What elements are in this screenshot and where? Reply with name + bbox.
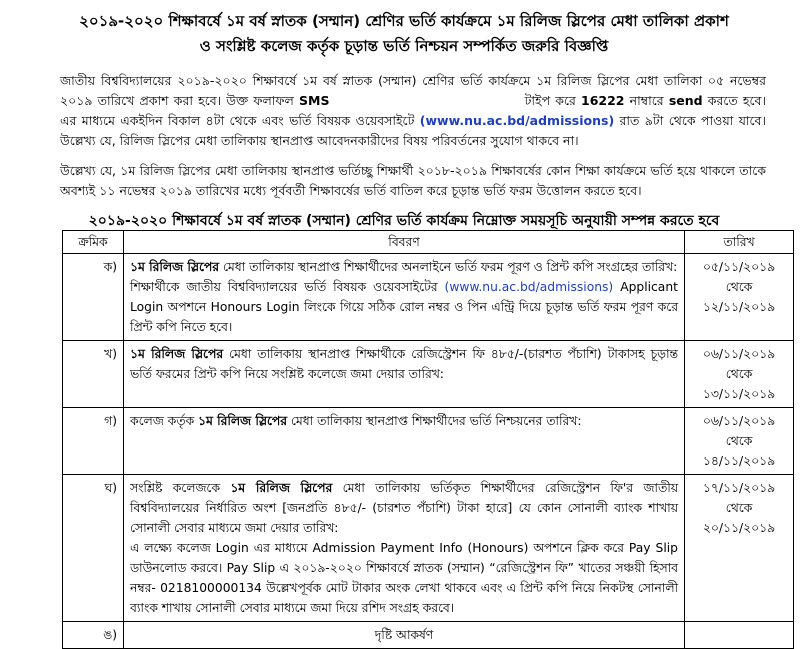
date-from: ০৬/১১/২০১৯: [702, 347, 776, 361]
row-description: [124, 254, 685, 341]
date-separator: থেকে: [725, 367, 753, 381]
row-text-a: মেধা তালিকায় স্থানপ্রাপ্ত শিক্ষার্থীদের অনলাইনে ভর্তি ফরম পূরণ ও প্রিন্ট কপি সংগ্রহের তারিখ:: [222, 260, 678, 274]
para1-text-e: রাত ৯টা থেকে পাওয়া যাবে। উল্লেখ্য যে, রিলিজ স্লিপের মেধা তালিকায় স্থানপ্রাপ্ত আবেদনকারীদের বিষয় পরিবর্তনের সুযোগ থাকবে না।: [60, 113, 766, 148]
row-serial: খ): [63, 341, 124, 408]
send-keyword: send: [668, 93, 703, 108]
table-row: [63, 475, 794, 622]
row-date: [685, 622, 794, 649]
date-from: ০৬/১১/২০১৯: [702, 414, 776, 428]
admissions-link[interactable]: (www.nu.ac.bd/admissions): [444, 280, 614, 294]
table-row: [63, 341, 794, 408]
row-text-b: শিক্ষার্থীকে জাতীয় বিশ্ববিদ্যালয়ের ভর্তি বিষয়ক ওয়েবসাইটের: [130, 280, 438, 294]
sms-keyword: SMS: [299, 93, 330, 108]
table-row: [63, 254, 794, 341]
row-date: [685, 341, 794, 408]
row-date: [685, 408, 794, 475]
row-text-c: Applicant Login অপশনে Honours Login লিংকে গিয়ে সঠিক রোল নম্বর ও পিন এন্ট্রি দিয়ে চূড়ান্ত ভর্তি ফরম পূরণ করে প্রিন্ট কপি নিতে হবে।: [130, 280, 678, 334]
notice-title: [40, 9, 768, 59]
date-to: ২০/১১/২০১৯: [702, 521, 776, 535]
notice-title-line2: ও সংশ্লিষ্ট কলেজ কর্তৃক চূড়ান্ত ভর্তি নিশ্চয়ন সম্পর্কিত জরুরি বিজ্ঞপ্তি: [199, 37, 609, 55]
row-heading: দৃষ্টি আকর্ষণ: [374, 628, 434, 642]
table-row: [63, 408, 794, 475]
para1-text-b: টাইপ করে: [524, 93, 576, 108]
row-bold-text: ১ম রিলিজ স্লিপের: [197, 414, 287, 428]
table-header-row: [63, 231, 794, 254]
date-separator: থেকে: [725, 501, 753, 515]
row-serial: ঘ): [63, 475, 124, 622]
date-to: ১২/১১/২০১৯: [702, 300, 776, 314]
date-from: ১৭/১১/২০১৯: [702, 481, 776, 495]
row-serial: গ): [63, 408, 124, 475]
para1-text-d: করতে হবে। এর মাধ্যমে একইদিন বিকাল ৪টা থেকে এবং ভর্তি বিষয়ক ওয়েবসাইটে: [60, 93, 766, 128]
date-to: ১৪/১১/২০১৯: [702, 454, 776, 468]
row-text-pre: সংশ্লিষ্ট কলেজকে: [130, 481, 220, 495]
notice-paragraph-1: [60, 71, 766, 151]
sms-number: 16222: [581, 93, 625, 108]
table-row: [63, 622, 794, 649]
row-serial: ঙ): [63, 622, 124, 649]
admissions-link[interactable]: (www.nu.ac.bd/admissions): [419, 113, 615, 128]
schedule-table: [62, 230, 794, 649]
row-text-pre: কলেজ কর্তৃক: [130, 414, 195, 428]
header-serial: ক্রমিক: [63, 231, 124, 254]
notice-title-line1: ২০১৯-২০২০ শিক্ষাবর্ষে ১ম বর্ষ স্নাতক (সম্মান) শ্রেণির ভর্তি কার্যক্রমে ১ম রিলিজ স্লিপের মেধা তালিকা প্রকাশ: [79, 12, 729, 30]
date-separator: থেকে: [725, 434, 753, 448]
schedule-title: ২০১৯-২০২০ শিক্ষাবর্ষে ১ম বর্ষ স্নাতক (সম্মান) শ্রেণির ভর্তি কার্যক্রম নিম্নোক্ত সময়সূচি অনুযায়ী সম্পন্ন করতে হবে: [88, 213, 720, 229]
row-bold-text: ১ম রিলিজ স্লিপের: [230, 481, 333, 495]
row-text-a: মেধা তালিকায় স্থানপ্রাপ্ত শিক্ষার্থীকে রেজিস্ট্রেশন ফি ৪৮৫/-(চারশত পঁচাশি) টাকাসহ চূড়ান্ত ভর্তি ফরমের প্রিন্ট কপি নিয়ে সংশ্লিষ্ট কলেজে জমা দেয়ার তারিখ:: [130, 347, 679, 381]
date-from: ০৫/১১/২০১৯: [702, 260, 776, 274]
date-to: ১৩/১১/২০১৯: [702, 387, 776, 401]
date-separator: থেকে: [725, 280, 753, 294]
para1-text-c: নাম্বারে: [629, 93, 664, 108]
row-description: [124, 341, 685, 408]
notice-paragraph-2: উল্লেখ্য যে, ১ম রিলিজ স্লিপের মেধা তালিকায় স্থানপ্রাপ্ত ভর্তিচ্ছু শিক্ষার্থী ২০১৮-২০১৯ শিক্ষাবর্ষের কোন শিক্ষা কার্যক্রমে ভর্তি হয়ে থাকলে তাকে অবশ্যই ১১ নভেম্বর ২০১৯ তারিখের মধ্যে পূর্ববর্তী শিক্ষাবর্ষের ভর্তি বাতিল করে চূড়ান্ত ভর্তি ফরম উত্তোলন করতে হবে।: [60, 163, 766, 198]
row-text-a: মেধা তালিকায় স্থানপ্রাপ্ত শিক্ষার্থীদের ভর্তি নিশ্চয়নের তারিখ:: [290, 414, 582, 428]
row-bold-text: ১ম রিলিজ স্লিপের: [130, 347, 224, 361]
header-description: বিবরণ: [124, 231, 685, 254]
row-description: [124, 475, 685, 622]
row-description: [124, 622, 685, 649]
row-text-a: মেধা তালিকায় ভর্তিকৃত শিক্ষার্থীদের রেজিস্ট্রেশন ফি'র জাতীয় বিশ্ববিদ্যালয়ের নির্ধারিত অংশ [জনপ্রতি ৪৮৫/- (চারশত পঁচাশি) টাকা হারে] যে কোন সোনালী ব্যাংক শাখায় সোনালী সেবার মাধ্যমে জমা দেয়ার তারিখ:: [130, 481, 678, 535]
para1-text-a: জাতীয় বিশ্ববিদ্যালয়ের ২০১৯-২০২০ শিক্ষাবর্ষে ১ম বর্ষ স্নাতক (সম্মান) শ্রেণির ভর্তি কার্যক্রমে ১ম রিলিজ স্লিপের মেধা তালিকা ০৫ নভেম্বর ২০১৯ তারিখে প্রকাশ করা হবে। উক্ত ফলাফল: [60, 73, 766, 108]
header-date: তারিখ: [685, 231, 794, 254]
row-serial: ক): [63, 254, 124, 341]
row-bold-text: ১ম রিলিজ স্লিপের: [130, 260, 220, 274]
row-date: [685, 475, 794, 622]
row-description: [124, 408, 685, 475]
row-date: [685, 254, 794, 341]
row-text-b: এ লক্ষ্যে কলেজ Login এর মাধ্যমে Admission Payment Info (Honours) অপশনে ক্লিক করে Pay Slip ডাউনলোড করবে। Pay Slip এ ২০১৯-২০২০ শিক্ষাবর্ষে স্নাতক (সম্মান) “রেজিস্ট্রেশন ফি” খাতের সঞ্চয়ী হিসাব নম্বর- 0218100000134 উল্লেখপূর্বক মোট টাকার অংক লেখা থাকবে এবং এ প্রিন্ট কপি নিয়ে নিকটস্থ সোনালী ব্যাংক শাখায় সোনালী সেবার মাধ্যমে জমা দিয়ে রশিদ সংগ্রহ করবে।: [130, 541, 678, 615]
